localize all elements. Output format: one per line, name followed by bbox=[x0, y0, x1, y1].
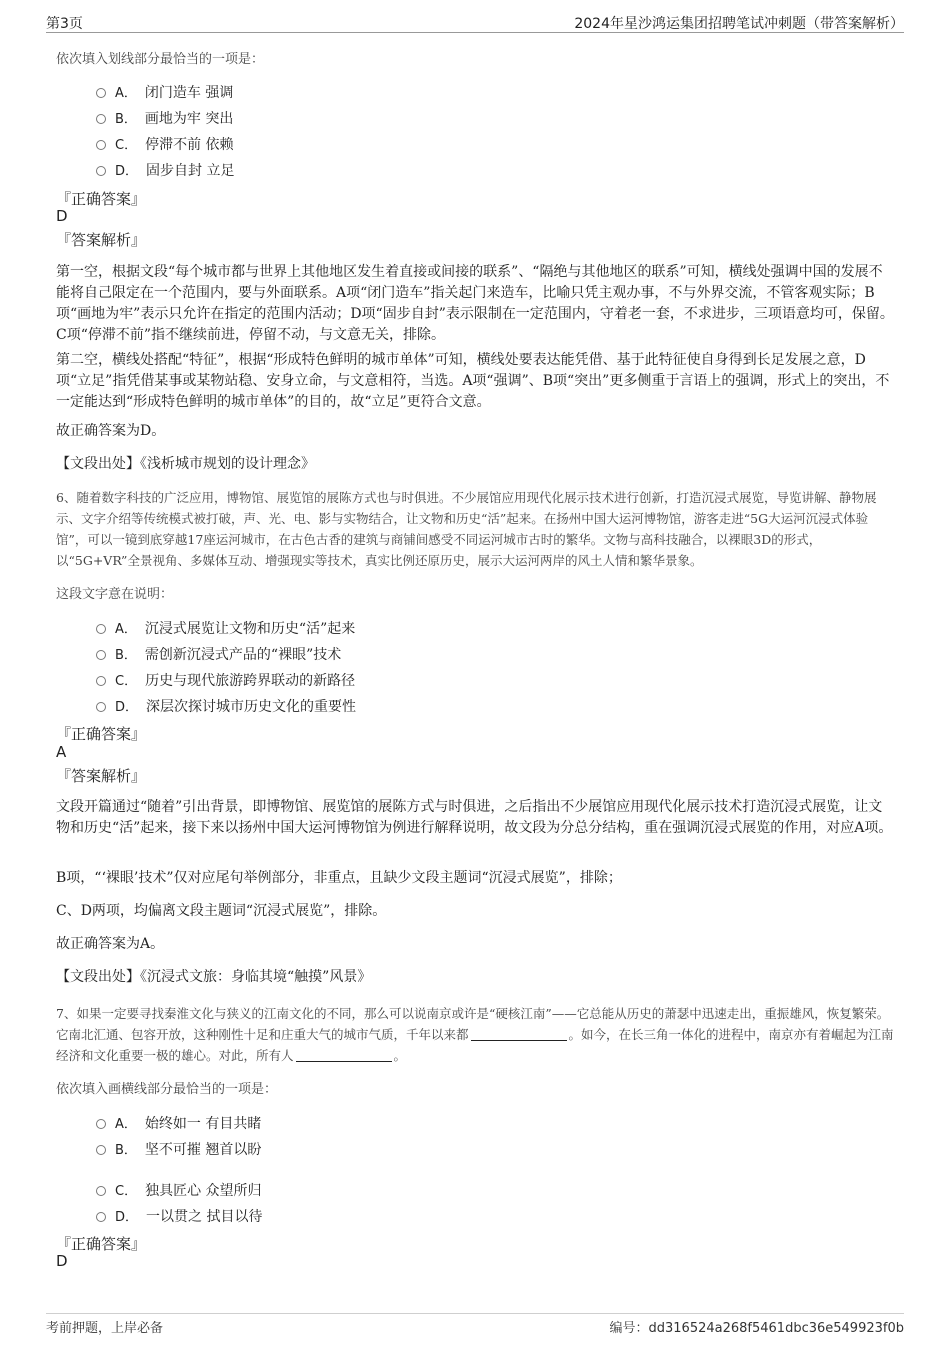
q5-answer: D bbox=[56, 207, 68, 225]
q5-analysis-paragraph-2: 第二空，横线处搭配“特征”，根据“形成特色鲜明的城市单体”可知，横线处要表达能凭借、基于此特征使自身得到长足发展之意，D项“立足”指凭借某事或某物站稳、安身立命，与文意相符，当选。A项“强调”、B项“突出”更多侧重于言语上的强调，形式上的突出，不一定能达到“形成特色鲜明的城市单体”的目的，故“立足”更符合文意。 bbox=[56, 352, 890, 410]
page-header bbox=[46, 12, 904, 33]
q6-stem: 6、随着数字科技的广泛应用，博物馆、展览馆的展陈方式也与时俱进。不少展馆应用现代化展示技术进行创新，打造沉浸式展览，导览讲解、静物展示、文字介绍等传统模式被打破，声、光、电、影与实物结合，让文物和历史“活”起来。在扬州中国大运河博物馆，游客走进“5G大运河沉浸式体验馆”，可以一镜到底穿越17座运河城市，在古色古香的建筑与商铺间感受不同运河城市古时的繁华。文物与高科技融合，以裸眼3D的形式，以“5G+VR”全景视角、多媒体互动、增强现实等技术，真实比例还原历史，展示大运河两岸的风土人情和繁华景象。 bbox=[56, 490, 877, 568]
q7-option-d[interactable]: D． 一以贯之 拭目以待 bbox=[96, 1206, 262, 1226]
q5-analysis-label: 『答案解析』 bbox=[56, 231, 147, 249]
radio-icon[interactable] bbox=[96, 114, 106, 124]
q5-option-b[interactable]: B． 画地为牢 突出 bbox=[96, 108, 233, 128]
radio-icon[interactable] bbox=[96, 1145, 106, 1155]
radio-icon[interactable] bbox=[96, 88, 106, 98]
page-footer bbox=[46, 1313, 904, 1336]
q6-analysis-label: 『答案解析』 bbox=[56, 767, 147, 785]
q5-prompt: 依次填入划线部分最恰当的一项是： bbox=[56, 52, 265, 67]
q6-analysis-paragraph-3: C、D两项，均偏离文段主题词“沉浸式展览”，排除。 bbox=[56, 903, 387, 919]
radio-icon[interactable] bbox=[96, 1186, 106, 1196]
q7-option-a[interactable]: A． 始终如一 有目共睹 bbox=[96, 1113, 261, 1133]
q7-prompt: 依次填入画横线部分最恰当的一项是： bbox=[56, 1082, 278, 1097]
q7-stem: 7、如果一定要寻找秦淮文化与狭义的江南文化的不同，那么可以说南京或许是“硬核江南”——它总能从历史的萧瑟中迅速走出，重振雄风，恢复繁荣。它南北汇通、包容开放，这种刚性十足和庄重大气的城市气质，千年以来都 。如今，在长三角一体化的进程中，南京亦有着崛起为江南经济和文化重要一极的雄心。对此，所有人 。 bbox=[56, 1006, 894, 1063]
radio-icon[interactable] bbox=[96, 702, 106, 712]
q6-analysis-paragraph-1: 文段开篇通过“随着”引出背景，即博物馆、展览馆的展陈方式与时俱进，之后指出不少展馆应用现代化展示技术打造沉浸式展览，让文物和历史“活”起来，接下来以扬州中国大运河博物馆为例进行解释说明，故文段为分总分结构，重在强调沉浸式展览的作用，对应A项。 bbox=[56, 799, 893, 836]
q6-option-a[interactable]: A． 沉浸式展览让文物和历史“活”起来 bbox=[96, 618, 355, 638]
q6-analysis-paragraph-2: B项，“‘裸眼’技术”仅对应尾句举例部分，非重点，且缺少文段主题词“沉浸式展览”，排除； bbox=[56, 870, 622, 886]
q7-answer-label: 『正确答案』 bbox=[56, 1235, 147, 1253]
q7-option-c[interactable]: C． 独具匠心 众望所归 bbox=[96, 1180, 262, 1200]
radio-icon[interactable] bbox=[96, 676, 106, 686]
document-title: 2024年星沙鸿运集团招聘笔试冲刺题（带答案解析） bbox=[574, 16, 904, 32]
q7-option-b[interactable]: B． 坚不可摧 翘首以盼 bbox=[96, 1139, 261, 1159]
q6-option-c[interactable]: C． 历史与现代旅游跨界联动的新路径 bbox=[96, 670, 355, 690]
q7-answer: D bbox=[56, 1252, 68, 1270]
q6-prompt: 这段文字意在说明： bbox=[56, 587, 174, 602]
q5-answer-label: 『正确答案』 bbox=[56, 190, 147, 208]
q5-analysis-paragraph-1: 第一空，根据文段“每个城市都与世界上其他地区发生着直接或间接的联系”、“隔绝与其他地区的联系”可知，横线处强调中国的发展不能将自己限定在一个范围内，要与外面联系。A项“闭门造车”指关起门来造车，比喻只凭主观办事，不与外界交流，不管客观实际；B项“画地为牢”表示只允许在指定的范围内活动；D项“固步自封”表示限制在一定范围内，守着老一套，不求进步，三项语意均可，保留。C项“停滞不前”指不继续前进，停留不动，与文意无关，排除。 bbox=[56, 264, 894, 343]
q6-analysis-conclusion: 故正确答案为A。 bbox=[56, 936, 165, 952]
q6-source: 【文段出处】《沉浸式文旅：身临其境“触摸”风景》 bbox=[56, 969, 372, 985]
fill-blank-1[interactable] bbox=[471, 1026, 567, 1041]
radio-icon[interactable] bbox=[96, 140, 106, 150]
q5-analysis-conclusion: 故正确答案为D。 bbox=[56, 423, 166, 439]
q6-answer-label: 『正确答案』 bbox=[56, 725, 147, 743]
q6-option-d[interactable]: D． 深层次探讨城市历史文化的重要性 bbox=[96, 696, 356, 716]
q5-option-d[interactable]: D． 固步自封 立足 bbox=[96, 160, 234, 180]
document-code: 编号：dd316524a268f5461dbc36e549923f0b bbox=[609, 1321, 904, 1336]
radio-icon[interactable] bbox=[96, 1212, 106, 1222]
radio-icon[interactable] bbox=[96, 1119, 106, 1129]
page-number: 第3页 bbox=[46, 16, 83, 32]
radio-icon[interactable] bbox=[96, 624, 106, 634]
fill-blank-2[interactable] bbox=[296, 1047, 392, 1062]
q5-source: 【文段出处】《浅析城市规划的设计理念》 bbox=[56, 456, 315, 472]
q5-option-c[interactable]: C． 停滞不前 依赖 bbox=[96, 134, 234, 154]
radio-icon[interactable] bbox=[96, 166, 106, 176]
q5-option-a[interactable]: A． 闭门造车 强调 bbox=[96, 82, 233, 102]
q6-option-b[interactable]: B． 需创新沉浸式产品的“裸眼”技术 bbox=[96, 644, 341, 664]
radio-icon[interactable] bbox=[96, 650, 106, 660]
footer-slogan: 考前押题，上岸必备 bbox=[46, 1321, 164, 1336]
q6-answer: A bbox=[56, 743, 67, 761]
